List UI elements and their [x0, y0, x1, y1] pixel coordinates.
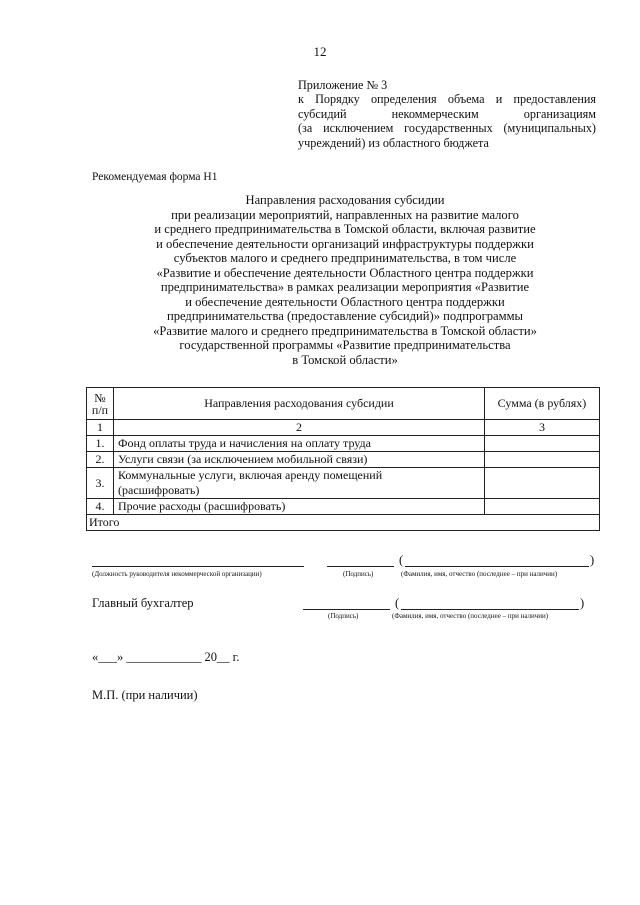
document-title — [100, 193, 590, 367]
expenditure-table — [86, 387, 600, 531]
page-number: 12 — [313, 44, 327, 59]
header-direction: Направления расходования субсидии — [114, 388, 485, 420]
row-amount[interactable] — [485, 468, 600, 499]
fio-caption: (Фамилия, имя, отчество (последнее – при наличии) — [392, 612, 549, 620]
total-row — [87, 515, 600, 531]
title-line: «Развитие малого и среднего предпринимательства в Томской области» — [153, 323, 537, 338]
header-number — [87, 388, 114, 420]
total-label: Итого — [87, 515, 600, 531]
row-amount[interactable] — [485, 499, 600, 515]
appendix-line: субсидий некоммерческим организациям — [298, 106, 596, 121]
title-line: предпринимательства» в рамках реализации мероприятия «Развитие — [160, 280, 530, 294]
appendix-line: (за исключением государственных (муниципальных) — [298, 121, 596, 136]
close-paren: ) — [580, 596, 585, 610]
column-number: 1 — [87, 420, 114, 436]
title-line: и среднего предпринимательства в Томской области, включая развитие — [154, 222, 536, 236]
head-position-caption: (Должность руководителя некоммерческой организации) — [92, 570, 262, 578]
head-position-line[interactable] — [92, 566, 304, 567]
table-row — [87, 499, 600, 515]
title-line: при реализации мероприятий, направленных на развитие малого — [171, 207, 519, 222]
open-paren: ( — [399, 553, 404, 567]
signature-caption: (Подпись) — [328, 612, 359, 620]
row-direction-line: Коммунальные услуги, включая аренду помещений — [118, 468, 383, 482]
row-number: 1. — [87, 436, 114, 452]
row-amount[interactable] — [485, 452, 600, 468]
stamp-label: М.П. (при наличии) — [92, 688, 198, 702]
appendix-line: к Порядку определения объема и предоставления — [298, 92, 596, 107]
form-label: Рекомендуемая форма Н1 — [92, 171, 218, 183]
header-number-abbr: п/п — [91, 402, 109, 417]
row-number: 4. — [87, 499, 114, 515]
title-line: государственной программы «Развитие предпринимательства — [179, 338, 511, 352]
row-direction — [114, 468, 485, 499]
head-fio-line[interactable] — [405, 566, 589, 567]
open-paren: ( — [395, 596, 400, 610]
fio-caption: (Фамилия, имя, отчество (последнее – при наличии) — [401, 570, 558, 578]
header-amount: Сумма (в рублях) — [485, 388, 600, 420]
row-direction: Фонд оплаты труда и начисления на оплату труда — [114, 436, 485, 452]
appendix-line: учреждений) из областного бюджета — [298, 135, 489, 150]
title-line: и обеспечение деятельности организаций инфраструктуры поддержки — [156, 236, 534, 251]
close-paren: ) — [590, 553, 595, 567]
title-line: в Томской области» — [292, 352, 398, 367]
row-number: 3. — [87, 468, 114, 499]
table-row — [87, 436, 600, 452]
accountant-fio-line[interactable] — [401, 609, 579, 610]
table-row — [87, 468, 600, 499]
title-line: Направления расходования субсидии — [245, 193, 445, 207]
title-line: и обеспечение деятельности Областного центра поддержки — [185, 294, 505, 309]
row-direction: Прочие расходы (расшифровать) — [114, 499, 485, 515]
table-header-row — [87, 388, 600, 420]
date-line[interactable]: «___» ____________ 20__ г. — [92, 650, 240, 664]
title-line: субъектов малого и среднего предпринимательства, в том числе — [173, 251, 517, 265]
column-numbers-row — [87, 420, 600, 436]
table-row — [87, 452, 600, 468]
column-number: 3 — [485, 420, 600, 436]
appendix-header — [298, 78, 596, 150]
chief-accountant-label: Главный бухгалтер — [92, 596, 194, 610]
accountant-signature-line[interactable] — [303, 609, 390, 610]
row-amount[interactable] — [485, 436, 600, 452]
row-direction-line: (расшифровать) — [118, 483, 200, 497]
title-line: предпринимательства (предоставление субсидий)» подпрограммы — [166, 309, 524, 323]
row-number: 2. — [87, 452, 114, 468]
appendix-title: Приложение № 3 — [298, 78, 388, 92]
head-signature-line[interactable] — [327, 566, 394, 567]
signature-caption: (Подпись) — [343, 570, 374, 578]
header-number-symbol: № — [94, 390, 106, 405]
column-number: 2 — [114, 420, 485, 436]
row-direction: Услуги связи (за исключением мобильной связи) — [114, 452, 485, 468]
title-line: «Развитие и обеспечение деятельности Областного центра поддержки — [156, 265, 534, 280]
